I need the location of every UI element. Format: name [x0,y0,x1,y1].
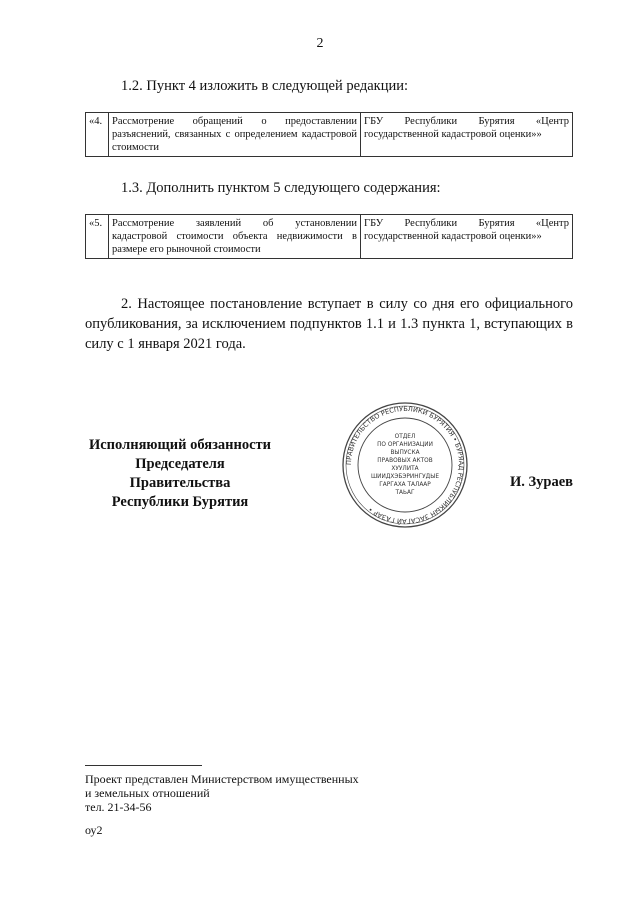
seal-line-7: ГАРГАХА ТАЛААР [379,482,431,488]
table-row [86,113,573,157]
table-row [86,215,573,259]
footnote-line2: и земельных отношений [85,786,210,800]
seal-line-6: ШИИДХЭБЭРИНГУДЫЕ [370,474,440,480]
seal-line-2: ПО ОРГАНИЗАЦИИ [377,442,433,448]
table-item-4 [85,112,573,157]
seal-line-4: ПРАВОВЫХ АКТОВ [377,458,433,464]
service-description: Рассмотрение обращений о предоставлении разъяснений, связанных с определением кадастровой стоимости [109,113,361,157]
seal-line-8: ТАЬАГ [395,490,415,496]
seal-line-5: ХУУЛИТА [391,466,419,472]
official-seal [340,400,470,530]
executor-code: оу2 [85,823,103,837]
responsible-organization: ГБУ Республики Бурятия «Центр государственной кадастровой оценки»» [361,215,573,259]
signer-title [85,436,275,512]
table-item-5 [85,214,573,259]
responsible-organization: ГБУ Республики Бурятия «Центр государственной кадастровой оценки»» [361,113,573,157]
footnote-divider [85,765,202,766]
footnote-phone: тел. 21-34-56 [85,800,152,814]
row-number: «4. [86,113,109,157]
seal-outer-text: ПРАВИТЕЛЬСТВО РЕСПУБЛИКИ БУРЯТИЯ • БУРЯАД РЕСПУБЛИКЫН ЗАСАГАЙ ГАЗАР • [344,404,466,526]
service-description: Рассмотрение заявлений об установлении кадастровой стоимости объекта недвижимости в размере его рыночной стоимости [109,215,361,259]
signer-name: И. Зураев [509,474,573,490]
footnote [85,772,445,814]
page-number: 2 [316,36,324,51]
signer-title-line1: Исполняющий обязанности [88,437,272,453]
signer-title-line3: Республики Бурятия [111,494,249,510]
footnote-line1: Проект представлен Министерством имущественных [85,772,359,786]
row-number: «5. [86,215,109,259]
signer-title-line2: Председателя Правительства [129,456,231,491]
seal-line-1: ОТДЕЛ [394,434,416,440]
item-1-3: 1.3. Дополнить пунктом 5 следующего содержания: [121,180,441,196]
item-2-paragraph: 2. Настоящее постановление вступает в силу со дня его официального опубликования, за исключением подпунктов 1.1 и 1.3 пункта 1, вступающих в силу с 1 января 2021 года. [85,296,573,352]
item-1-2: 1.2. Пункт 4 изложить в следующей редакции: [121,78,409,94]
seal-line-3: ВЫПУСКА [390,450,420,456]
